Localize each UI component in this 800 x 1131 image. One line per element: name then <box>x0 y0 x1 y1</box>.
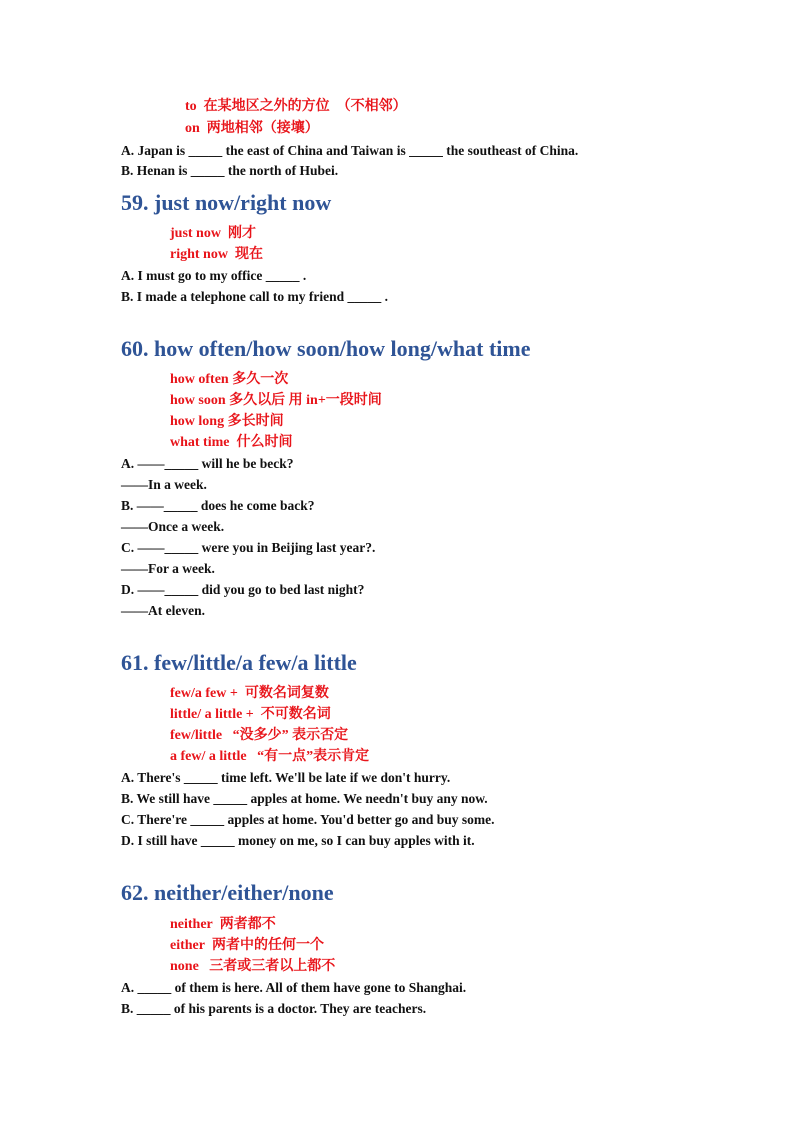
example-line: ——In a week. <box>121 477 207 492</box>
section-heading: 60. how often/how soon/how long/what time <box>121 336 531 361</box>
note-desc: 在某地区之外的方位 （不相邻） <box>203 99 407 114</box>
note-desc: 什么时间 <box>236 435 293 450</box>
note-term: right now <box>170 247 228 262</box>
note-term: just now <box>170 226 221 241</box>
note-term: little/ a little + <box>170 707 254 722</box>
example-line: C. ——_____ were you in Beijing last year?. <box>121 540 376 555</box>
note-desc: 多长时间 <box>227 414 284 429</box>
example-line: A. _____ of them is here. All of them have gone to Shanghai. <box>121 980 467 995</box>
example-line: B. Henan is _____ the north of Hubei. <box>121 163 339 178</box>
note-desc: 刚才 <box>227 226 256 241</box>
note-desc: “没多少” 表示否定 <box>232 728 349 743</box>
note-line <box>170 727 348 745</box>
note-desc: “有一点”表示肯定 <box>257 749 370 764</box>
note-term: none <box>170 959 199 974</box>
note-desc: 多久一次 <box>232 372 289 387</box>
example-line: ——For a week. <box>121 561 215 576</box>
note-line <box>170 371 288 389</box>
note-desc: 不可数名词 <box>260 707 331 722</box>
note-term: few/a few + <box>170 686 238 701</box>
example-line: B. We still have _____ apples at home. We needn't buy any now. <box>121 791 488 806</box>
note-desc: 两地相邻（接壤） <box>206 121 319 136</box>
section-heading: 61. few/little/a few/a little <box>121 650 357 675</box>
example-line: A. There's _____ time left. We'll be late if we don't hurry. <box>121 770 451 785</box>
note-term: what time <box>170 435 230 450</box>
example-line: D. I still have _____ money on me, so I can buy apples with it. <box>121 833 475 848</box>
example-line: C. There're _____ apples at home. You'd better go and buy some. <box>121 812 495 827</box>
note-line <box>170 937 324 955</box>
note-term: how soon <box>170 393 226 408</box>
note-line <box>185 98 407 116</box>
note-line <box>170 434 293 452</box>
note-desc: 三者或三者以上都不 <box>205 959 336 974</box>
example-line: B. ——_____ does he come back? <box>121 498 315 513</box>
example-line: B. _____ of his parents is a doctor. They are teachers. <box>121 1001 427 1016</box>
note-line <box>170 748 369 766</box>
note-term: neither <box>170 917 213 932</box>
note-line <box>170 958 335 976</box>
section-heading: 62. neither/either/none <box>121 880 334 905</box>
note-line <box>170 685 329 703</box>
note-term: on <box>185 121 200 136</box>
note-line <box>170 246 263 264</box>
note-desc: 多久以后 用 in+一段时间 <box>229 393 382 408</box>
note-line <box>170 916 276 934</box>
note-line <box>170 413 284 431</box>
note-term: how often <box>170 372 229 387</box>
example-line: B. I made a telephone call to my friend _____ . <box>121 289 388 304</box>
note-line <box>170 225 256 243</box>
example-line: A. I must go to my office _____ . <box>121 268 307 283</box>
note-line <box>185 120 319 138</box>
example-line: ——Once a week. <box>121 519 225 534</box>
note-term: how long <box>170 414 225 429</box>
note-desc: 可数名词复数 <box>244 686 329 701</box>
note-term: either <box>170 938 205 953</box>
note-desc: 现在 <box>234 247 263 262</box>
note-line <box>170 706 331 724</box>
example-line: D. ——_____ did you go to bed last night? <box>121 582 365 597</box>
example-line: ——At eleven. <box>121 603 205 618</box>
note-desc: 两者中的任何一个 <box>211 938 324 953</box>
note-term: few/little <box>170 728 223 743</box>
note-term: to <box>185 99 197 114</box>
note-desc: 两者都不 <box>219 917 276 932</box>
example-line: A. ——_____ will he be beck? <box>121 456 294 471</box>
note-term: a few/ a little <box>170 749 247 764</box>
example-line: A. Japan is _____ the east of China and Taiwan is _____ the southeast of China. <box>121 143 579 158</box>
section-heading: 59. just now/right now <box>121 190 332 215</box>
note-line <box>170 392 382 410</box>
